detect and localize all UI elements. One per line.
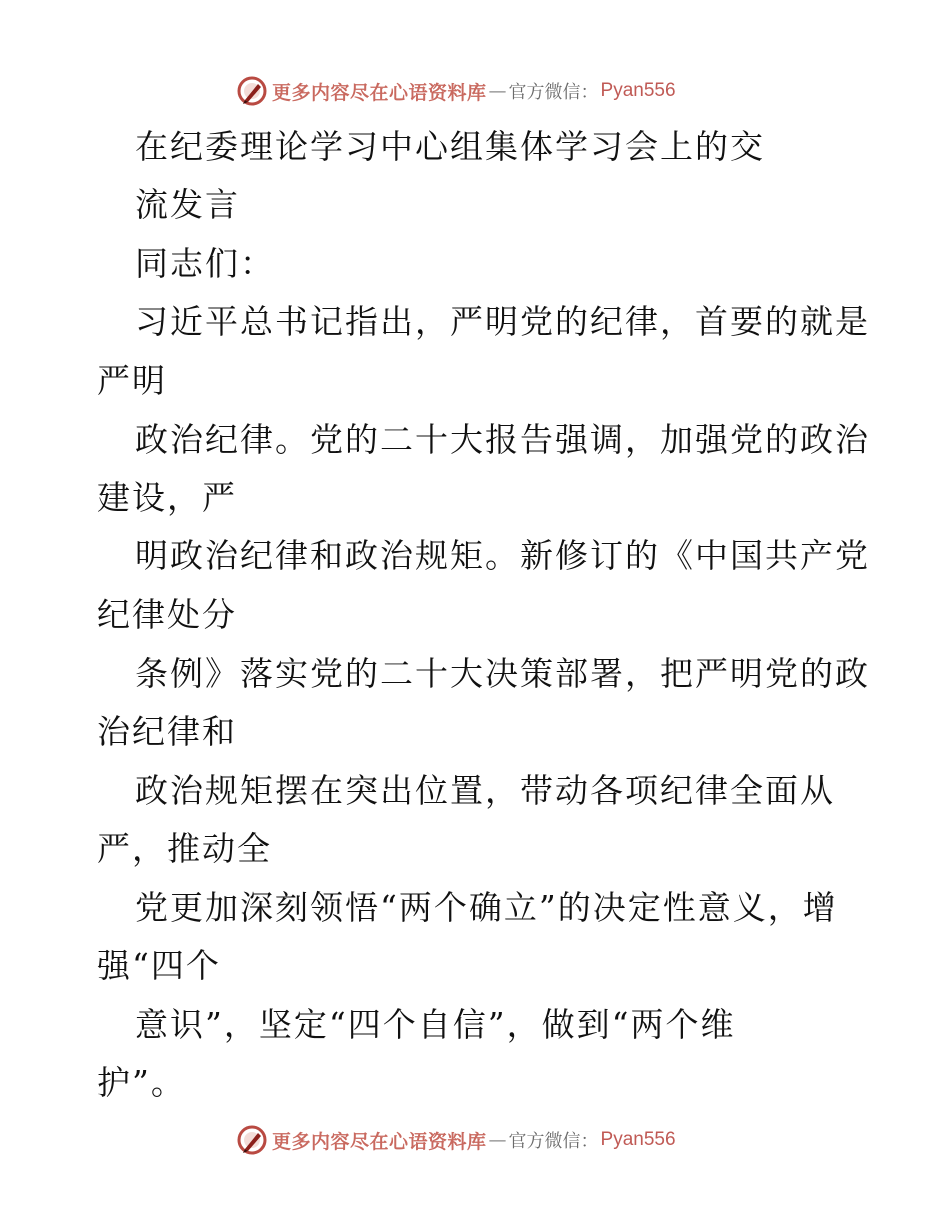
banner-wechat-account: Pyan556 <box>600 1129 676 1150</box>
paragraph-line: 护”。 <box>97 1063 186 1102</box>
banner-brand-text: 更多内容尽在心语资料库 <box>272 1130 487 1153</box>
paragraph-line: 意识”，坚定“四个自信”，做到“两个维 <box>135 1005 736 1044</box>
paragraph-line: 政治纪律。党的二十大报告强调，加强党的政治 <box>135 420 870 459</box>
pen-logo-icon <box>236 1124 268 1156</box>
paragraph-line: 党更加深刻领悟“两个确立”的决定性意义，增 <box>135 888 838 927</box>
paragraph-line: 习近平总书记指出，严明党的纪律，首要的就是 <box>135 302 870 341</box>
paragraph-line: 强“四个 <box>97 946 221 985</box>
banner-wechat-account: Pyan556 <box>600 80 676 101</box>
paragraph-line: 治纪律和 <box>97 712 237 751</box>
paragraph-line: 建设，严 <box>97 478 237 517</box>
banner-separator: — <box>488 80 507 102</box>
paragraph-line: 条例》落实党的二十大决策部署，把严明党的政 <box>135 654 870 693</box>
banner-separator: — <box>488 1129 507 1151</box>
footer-banner <box>236 1122 716 1158</box>
paragraph-line: 政治规矩摆在突出位置，带动各项纪律全面从 <box>135 771 835 810</box>
pen-logo-icon <box>236 75 268 107</box>
banner-wechat-label: 官方微信： <box>508 1131 599 1152</box>
banner-brand-text: 更多内容尽在心语资料库 <box>272 81 487 104</box>
banner-wechat-label: 官方微信： <box>508 82 599 103</box>
paragraph-line: 纪律处分 <box>97 595 237 634</box>
paragraph-line: 严明 <box>97 361 167 400</box>
salutation: 同志们： <box>135 244 275 283</box>
document-title-line-1: 在纪委理论学习中心组集体学习会上的交 <box>135 127 765 166</box>
paragraph-line: 明政治纪律和政治规矩。新修订的《中国共产党 <box>135 536 870 575</box>
paragraph-line: 严，推动全 <box>97 829 272 868</box>
header-banner <box>236 73 716 109</box>
document-title-line-2: 流发言 <box>135 185 240 224</box>
